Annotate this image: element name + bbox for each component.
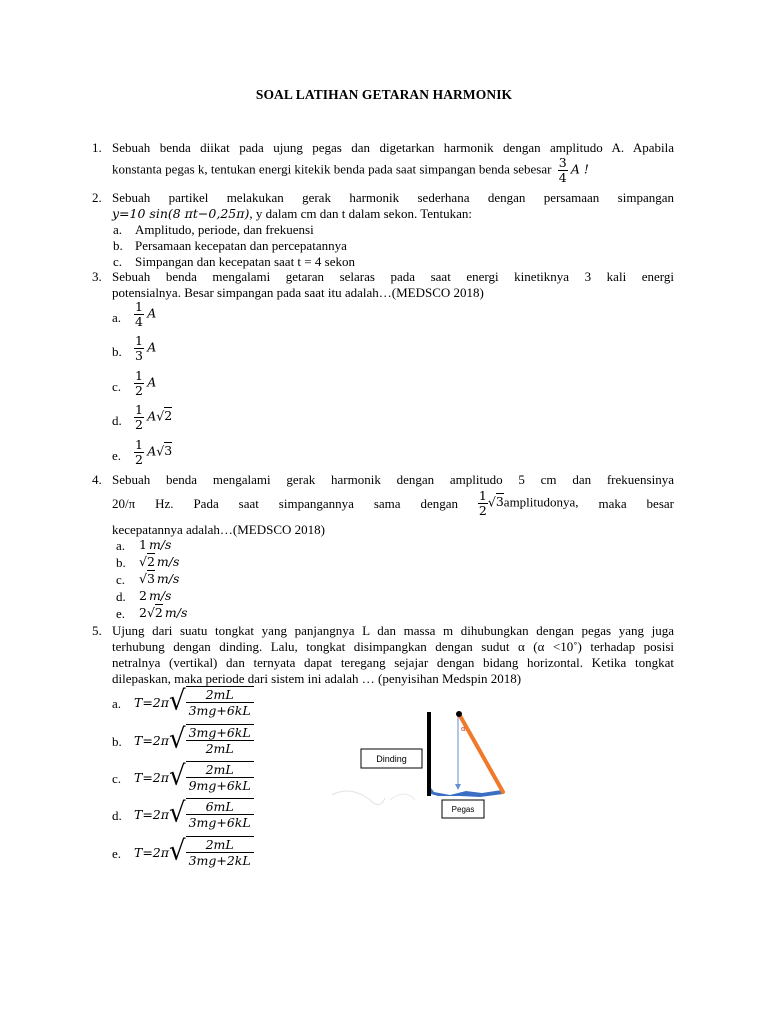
fraction-numerator: 2mL: [205, 762, 234, 777]
sqrt-symbol: √: [139, 571, 147, 586]
question-1-number: 1.: [92, 140, 102, 155]
question-4-option-d-label: d.: [116, 589, 126, 604]
fraction-denominator: 3mg+6kL: [186, 702, 254, 718]
fraction-denominator: 4: [558, 170, 567, 185]
sqrt-symbol: √: [168, 723, 186, 755]
fraction-denominator: 2mL: [186, 740, 254, 756]
question-5-option-a-label: a.: [112, 696, 122, 711]
q4-word: besar: [646, 495, 674, 511]
question-4-option-b: [139, 554, 179, 570]
sketch-curve: [332, 791, 385, 805]
question-4-fraction-group: [478, 489, 579, 518]
question-5-option-e-label: e.: [112, 846, 122, 861]
q4-word: saat: [238, 495, 259, 511]
question-3-option-d-label: d.: [112, 413, 122, 428]
fraction-denominator: 2: [135, 417, 143, 432]
question-5-option-c-formula: [134, 761, 254, 793]
question-3-option-c: [134, 369, 156, 398]
q4-word: Hz.: [155, 495, 174, 511]
fraction-denominator: 2: [478, 503, 487, 518]
option-unit: m/s: [164, 605, 188, 620]
pivot: [456, 711, 462, 717]
question-4-line-2: [112, 489, 674, 518]
q4-word: dengan: [420, 495, 458, 511]
question-4-option-b-label: b.: [116, 555, 126, 570]
sqrt-symbol: √: [139, 554, 147, 569]
option-variable: A: [147, 374, 157, 390]
question-2-sub-a-text: Amplitudo, periode, dan frekuensi: [135, 222, 314, 237]
period-prefix: T=2π: [134, 694, 169, 710]
fraction-numerator: 1: [135, 402, 143, 417]
question-5-line-2: terhubung dengan dinding. Lalu, tongkat disimpangkan dengan sudut α (α <10˚) terhadap posisi: [112, 639, 674, 654]
q4-word: simpangannya: [278, 495, 354, 511]
fraction-denominator: 3mg+6kL: [186, 814, 254, 830]
option-variable: A: [147, 408, 157, 424]
question-5-option-b-label: b.: [112, 734, 122, 749]
question-1-line-1: Sebuah benda diikat pada ujung pegas dan digetarkan harmonik dengan amplitudo A. Apabila: [112, 140, 674, 155]
option-variable: A: [147, 339, 157, 355]
q4-word: maka: [598, 495, 627, 511]
fraction-denominator: 2: [135, 383, 143, 398]
sqrt-symbol: √: [156, 443, 165, 459]
question-4-option-e-label: e.: [116, 606, 126, 621]
question-2-number: 2.: [92, 190, 102, 205]
option-unit: m/s: [148, 588, 172, 603]
q4-word: amplitudonya,: [503, 494, 579, 510]
option-coefficient: 2: [139, 605, 147, 620]
fraction-denominator: 4: [135, 314, 143, 329]
question-5-number: 5.: [92, 623, 102, 638]
fraction-denominator: 2: [135, 452, 143, 467]
question-2-sub-b-label: b.: [113, 238, 123, 253]
question-3-line-2: potensialnya. Besar simpangan pada saat itu adalah…(MEDSCO 2018): [112, 285, 484, 300]
period-prefix: T=2π: [134, 806, 169, 822]
question-5-line-3: netralnya (vertikal) dan ternyata dapat teregang sejajar dengan bidang horizontal. Ketika tongkat: [112, 655, 674, 670]
q4-word: 20/π: [112, 495, 136, 511]
spring-label: Pegas: [451, 805, 475, 814]
sqrt-symbol: √: [156, 408, 165, 424]
question-5-option-d-formula: [134, 798, 254, 830]
question-2-line-2-tail: , y dalam cm dan t dalam sekon. Tentukan:: [249, 206, 473, 221]
question-5-option-a-formula: [134, 686, 254, 718]
period-prefix: T=2π: [134, 844, 169, 860]
question-3-option-a-label: a.: [112, 310, 122, 325]
sqrt-symbol: √: [168, 835, 186, 867]
question-5-option-c-label: c.: [112, 771, 122, 786]
period-prefix: T=2π: [134, 732, 169, 748]
question-4-line-1: Sebuah benda mengalami gerak harmonik dengan amplitudo 5 cm dan frekuensinya: [112, 472, 674, 487]
sqrt-radicand: 3: [164, 443, 173, 459]
sqrt-symbol: √: [487, 494, 496, 510]
sqrt-radicand: 2: [164, 408, 173, 424]
sqrt-radicand: 3: [495, 494, 504, 510]
sqrt-radicand: 2: [146, 554, 155, 569]
question-2-line-1: Sebuah partikel melakukan gerak harmonik sederhana dengan persamaan simpangan: [112, 190, 674, 205]
question-3-option-d: [134, 403, 172, 432]
fraction-numerator: 1: [478, 488, 487, 503]
question-1-line-2: [112, 156, 589, 185]
fraction-numerator: 2mL: [205, 837, 234, 852]
question-4-option-a-label: a.: [116, 538, 126, 553]
fraction-numerator: 3mg+6kL: [188, 725, 251, 740]
question-2-line-2: [112, 206, 472, 222]
question-1-fraction-tail: A !: [570, 161, 589, 177]
question-4-option-e: [139, 605, 187, 621]
question-4-option-d: [139, 588, 171, 604]
sqrt-radicand: 3: [146, 571, 155, 586]
question-1-line-2-text: konstanta pegas k, tentukan energi kitekik benda pada saat simpangan benda sebesar: [112, 161, 552, 177]
question-5-option-d-label: d.: [112, 808, 122, 823]
page-title: SOAL LATIHAN GETARAN HARMONIK: [255, 87, 513, 102]
question-4-line-3: kecepatannya adalah…(MEDSCO 2018): [112, 522, 325, 537]
question-5-line-4: dilepaskan, maka periode dari sistem ini adalah … (penyisihan Medspin 2018): [112, 671, 522, 686]
sqrt-symbol: √: [168, 685, 186, 717]
question-5-line-1: Ujung dari suatu tongkat yang panjangnya L dan massa m dihubungkan dengan pegas yang juga: [112, 623, 674, 638]
wall: [427, 712, 431, 796]
question-2-sub-c-text: Simpangan dan kecepatan saat t = 4 sekon: [135, 254, 355, 269]
fraction-numerator: 2mL: [205, 687, 234, 702]
question-3-option-b-label: b.: [112, 344, 122, 359]
fraction-numerator: 1: [135, 333, 143, 348]
question-3-option-a: [134, 300, 156, 329]
question-4-number: 4.: [92, 472, 102, 487]
wall-label: Dinding: [376, 754, 407, 764]
question-3-option-c-label: c.: [112, 379, 122, 394]
question-3-line-1: Sebuah benda mengalami getaran selaras pada saat energi kinetiknya 3 kali energi: [112, 269, 674, 284]
spring: [431, 788, 503, 797]
sqrt-symbol: √: [168, 760, 186, 792]
option-variable: A: [147, 305, 157, 321]
question-4-option-c-label: c.: [116, 572, 126, 587]
option-unit: m/s: [156, 571, 180, 586]
question-3-option-b: [134, 334, 156, 363]
option-unit: m/s: [156, 554, 180, 569]
question-1-fraction: [558, 156, 568, 185]
fraction-numerator: 1: [135, 437, 143, 452]
fraction-denominator: 9mg+6kL: [186, 777, 254, 793]
sketch-curve: [390, 794, 415, 800]
question-2-sub-c-label: c.: [113, 254, 123, 269]
question-5-option-e-formula: [134, 836, 254, 868]
question-4-option-c: [139, 571, 179, 587]
fraction-numerator: 1: [135, 299, 143, 314]
period-prefix: T=2π: [134, 769, 169, 785]
option-coefficient: 2: [139, 588, 147, 603]
sqrt-radicand: 2: [154, 605, 163, 620]
question-5-option-b-formula: [134, 724, 254, 756]
angle-label: α: [461, 725, 466, 733]
option-unit: m/s: [148, 537, 172, 552]
q4-word: Pada: [193, 495, 219, 511]
rod-spring-diagram: [330, 700, 530, 830]
question-2-sub-a-label: a.: [113, 222, 123, 237]
fraction-denominator: 3: [135, 348, 143, 363]
fraction-numerator: 3: [558, 155, 567, 170]
question-3-number: 3.: [92, 269, 102, 284]
q4-word: sama: [373, 495, 401, 511]
question-3-option-e: [134, 438, 172, 467]
sqrt-symbol: √: [168, 797, 186, 829]
question-3-option-e-label: e.: [112, 448, 122, 463]
fraction-numerator: 6mL: [205, 799, 234, 814]
neutral-line-arrow: [455, 784, 461, 790]
fraction-denominator: 3mg+2kL: [186, 852, 254, 868]
option-coefficient: 1: [139, 537, 147, 552]
sqrt-symbol: √: [146, 605, 155, 620]
option-variable: A: [147, 443, 157, 459]
question-2-sub-b-text: Persamaan kecepatan dan percepatannya: [135, 238, 347, 253]
question-4-option-a: [139, 537, 171, 553]
fraction-numerator: 1: [135, 368, 143, 383]
question-2-equation: y=10 sin⁡(8 πt−0,25π): [112, 206, 250, 221]
